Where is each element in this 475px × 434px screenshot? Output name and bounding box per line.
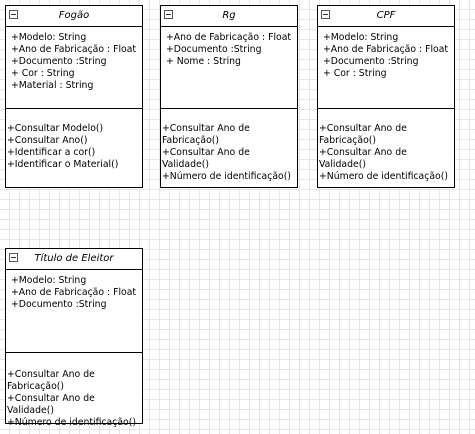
attribute: +Documento :String [323, 56, 419, 67]
operation: +Consultar Ano de Validade() [162, 147, 250, 170]
attribute: +Ano de Fabricação : Float [11, 44, 137, 55]
operations-section [6, 109, 142, 171]
operations-section [318, 109, 454, 183]
class-name: Título de Eleitor [34, 253, 114, 264]
class-name: Fogão [58, 10, 90, 21]
collapse-icon[interactable] [9, 10, 18, 19]
operation: +Identificar a cor() [7, 147, 96, 158]
class-header [161, 6, 297, 27]
attribute: +Documento :String [11, 299, 107, 310]
attribute: +Documento :String [11, 56, 107, 67]
class-titulo-de-eleitor[interactable] [5, 248, 143, 428]
operations-section [6, 353, 142, 429]
class-header [318, 6, 454, 27]
operation: +Consultar Ano de Fabricação() [162, 123, 250, 146]
collapse-icon[interactable] [321, 10, 330, 19]
attribute: +Material : String [11, 80, 94, 91]
class-cpf[interactable] [317, 5, 455, 188]
attribute: +Modelo: String [11, 275, 87, 286]
class-fogao[interactable] [5, 5, 143, 188]
attribute: +Ano de Fabricação : Float [166, 32, 292, 43]
attributes-section [6, 27, 142, 109]
attributes-section [6, 270, 142, 353]
collapse-icon[interactable] [164, 10, 173, 19]
class-header [6, 249, 142, 270]
attribute: +Modelo: String [323, 32, 399, 43]
operation: +Consultar Modelo() [7, 123, 104, 134]
attribute: + Nome : String [166, 56, 241, 67]
attribute: +Ano de Fabricação : Float [323, 44, 449, 55]
attribute: + Cor : String [11, 68, 75, 79]
class-rg[interactable] [160, 5, 298, 188]
attributes-section [318, 27, 454, 109]
operation: +Número de identificação() [162, 171, 291, 182]
operation: +Identificar o Material() [7, 159, 119, 170]
attribute: +Modelo: String [11, 32, 87, 43]
class-header [6, 6, 142, 27]
operations-section [161, 109, 297, 183]
attribute: +Documento :String [166, 44, 262, 55]
attribute: +Ano de Fabricação : Float [11, 287, 137, 298]
operation: +Número de identificação() [7, 417, 136, 428]
attributes-section [161, 27, 297, 109]
operation: +Consultar Ano de Fabricação() [319, 123, 407, 146]
operation: +Número de identificação() [319, 171, 448, 182]
operation: +Consultar Ano() [7, 135, 88, 146]
operation: +Consultar Ano de Fabricação() [7, 369, 95, 392]
operation: +Consultar Ano de Validade() [7, 393, 95, 416]
collapse-icon[interactable] [9, 253, 18, 262]
class-name: Rg [222, 10, 236, 21]
attribute: + Cor : String [323, 68, 387, 79]
class-name: CPF [376, 10, 396, 21]
operation: +Consultar Ano de Validade() [319, 147, 407, 170]
